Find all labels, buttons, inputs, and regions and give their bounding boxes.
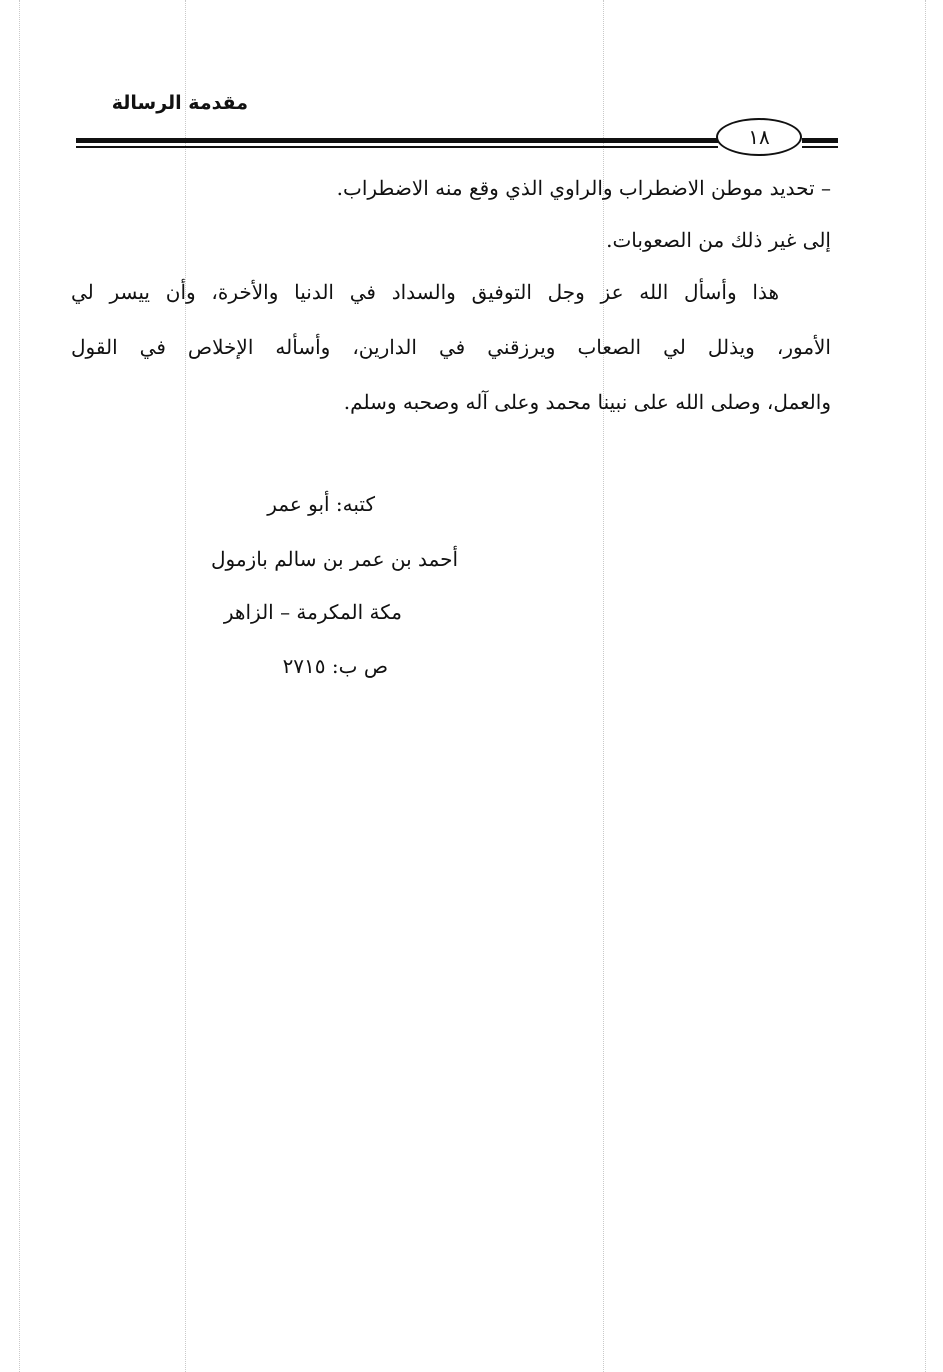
body-line: والعمل، وصلى الله على نبينا محمد وعلى آله وصحبه وسلم. xyxy=(343,390,831,414)
body-line: الأمور، ويذلل لي الصعاب ويرزقني في الدارين، وأسأله الإخلاص في القول xyxy=(71,335,831,359)
scan-artifact xyxy=(185,0,186,1372)
scan-artifact xyxy=(925,0,926,1372)
header-rule xyxy=(802,146,838,148)
body-line: – تحديد موطن الاضطراب والراوي الذي وقع منه الاضطراب. xyxy=(336,176,831,200)
signature-location: مكة المكرمة – الزاهر xyxy=(223,600,402,624)
scan-artifact xyxy=(19,0,20,1372)
body-line: إلى غير ذلك من الصعوبات. xyxy=(606,228,831,252)
page-number: ١٨ xyxy=(716,118,802,156)
signature-po-box: ص ب: ٢٧١٥ xyxy=(282,654,388,678)
header-rule xyxy=(802,138,838,143)
body-line: هذا وأسأل الله عز وجل التوفيق والسداد في الدنيا والأخرة، وأن ييسر لي xyxy=(71,280,779,304)
signature-author-kunya: كتبه: أبو عمر xyxy=(267,492,375,516)
header-rule xyxy=(76,138,718,143)
signature-full-name: أحمد بن عمر بن سالم بازمول xyxy=(210,547,458,571)
header-rule xyxy=(76,146,718,148)
scan-artifact xyxy=(603,0,604,1372)
running-header-title: مقدمة الرسالة xyxy=(111,92,248,114)
